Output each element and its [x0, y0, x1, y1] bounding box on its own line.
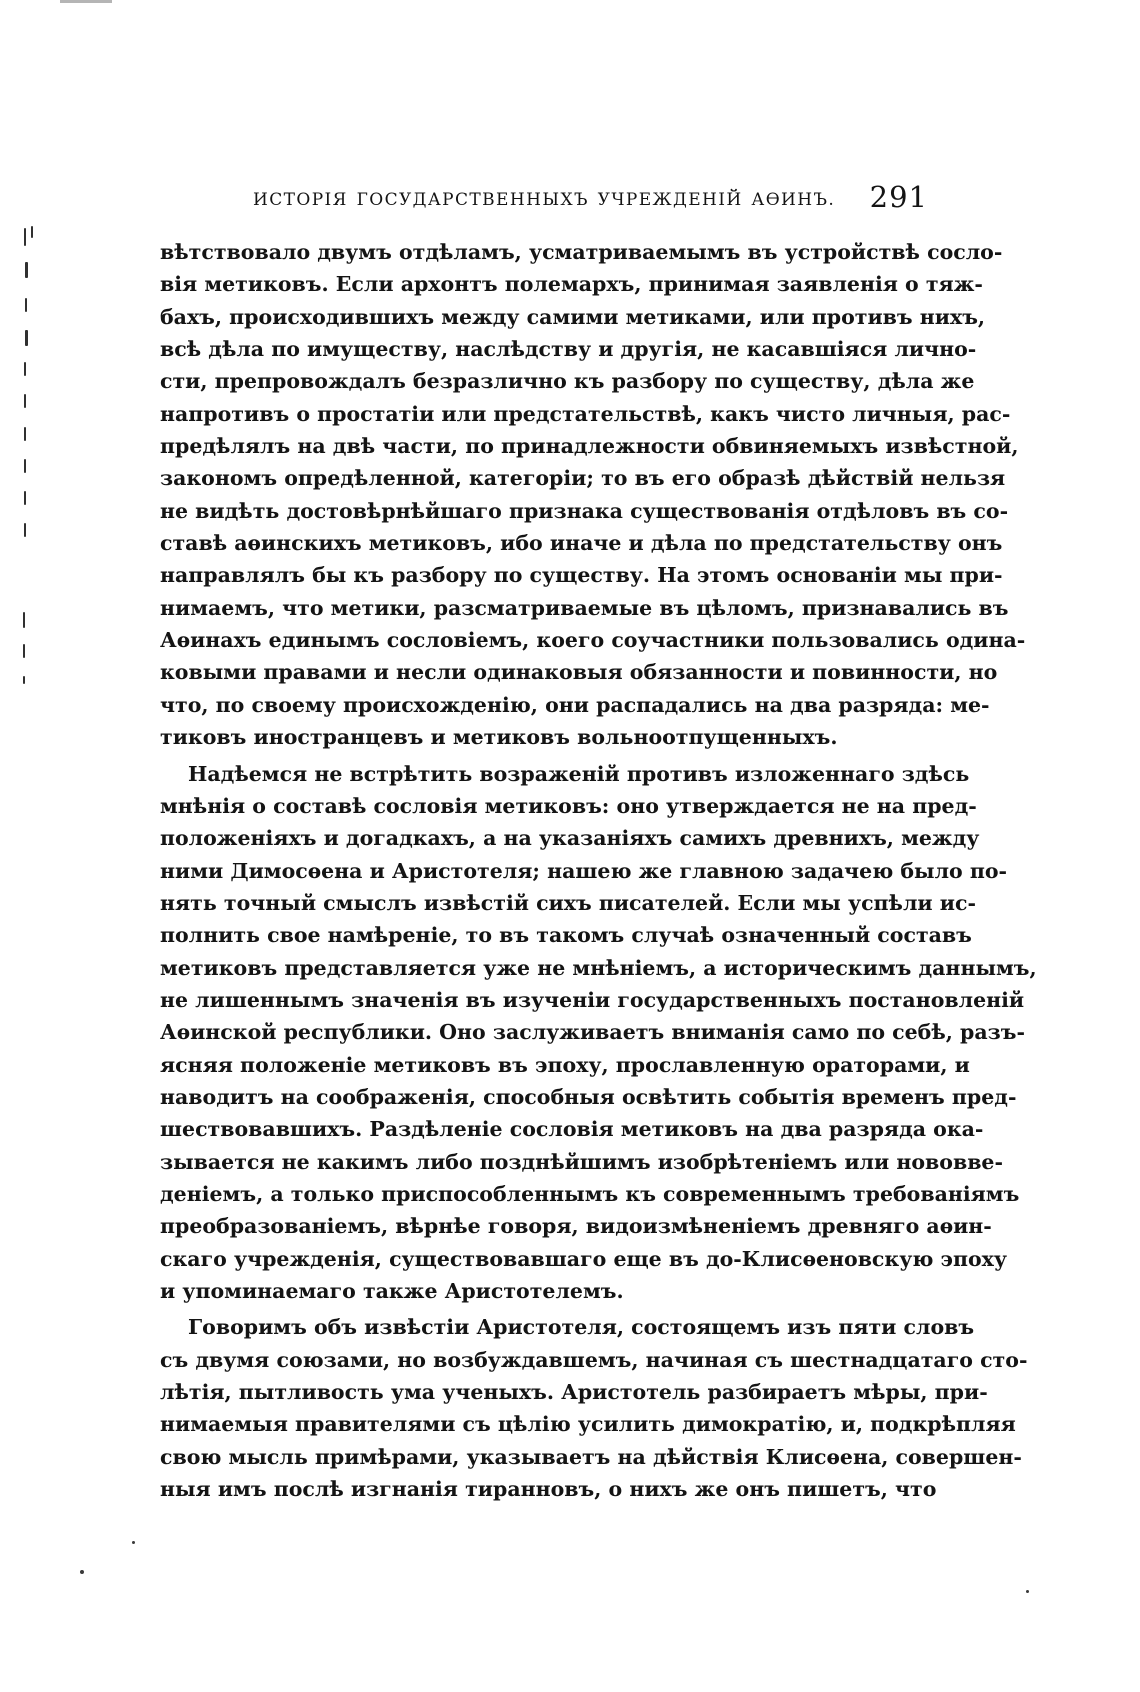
text-line: съ двумя союзами, но возбуждавшемъ, начиная съ шестнадцатаго сто- [160, 1347, 1028, 1372]
text-line: что, по своему происхожденію, они распадались на два разряда: ме- [160, 692, 990, 717]
print-speck [1026, 1590, 1029, 1593]
text-line: нимаемъ, что метики, разсматриваемые въ цѣломъ, признавались въ [160, 595, 1009, 620]
text-line: ними Димосѳена и Аристотеля; нашею же главною задачею было по- [160, 858, 1008, 883]
text-line: лѣтія, пытливость ума ученыхъ. Аристотель разбираетъ мѣры, при- [160, 1380, 988, 1405]
text-line: нять точный смыслъ извѣстій сихъ писателей. Если мы успѣли ис- [160, 890, 976, 915]
text-line: метиковъ представляется уже не мнѣніемъ, а историческимъ даннымъ, [160, 955, 1037, 980]
text-line: свою мысль примѣрами, указываетъ на дѣйствія Клисѳена, совершен- [160, 1444, 1022, 1469]
margin-mark [24, 427, 26, 441]
margin-mark [25, 298, 27, 312]
text-line: деніемъ, а только приспособленнымъ къ современнымъ требованіямъ [160, 1181, 1020, 1206]
paragraph-start-line: Надѣемся не встрѣтить возраженій противъ изложеннаго здѣсь [188, 761, 970, 786]
text-line: не лишеннымъ значенія въ изученіи государственныхъ постановленій [160, 987, 1025, 1012]
margin-mark [25, 262, 28, 278]
text-line: направлялъ бы къ разбору по существу. На этомъ основаніи мы при- [160, 563, 1003, 588]
text-line: наводитъ на соображенія, способныя освѣтить событія временъ пред- [160, 1084, 1017, 1109]
margin-mark [24, 491, 26, 505]
text-line: ясняя положеніе метиковъ въ эпоху, прославленную ораторами, и [160, 1052, 970, 1077]
margin-mark [24, 523, 26, 537]
running-title: ИСТОРІЯ ГОСУДАРСТВЕННЫХЪ УЧРЕЖДЕНІЙ АѲИНЪ. [253, 190, 836, 210]
margin-mark [23, 644, 25, 658]
print-speck [80, 1570, 84, 1574]
text-line: всѣ дѣла по имуществу, наслѣдству и другія, не касавшіяся лично- [160, 337, 977, 362]
text-line: напротивъ о простатіи или предстательствѣ, какъ чисто личныя, рас- [160, 401, 1011, 426]
text-line: ныя имъ послѣ изгнанія тиранновъ, о нихъ же онъ пишетъ, что [160, 1477, 937, 1502]
text-line: шествовавшихъ. Раздѣленіе сословія метиковъ на два разряда ока- [160, 1117, 984, 1142]
margin-mark [24, 362, 26, 376]
margin-mark [24, 459, 26, 473]
margin-mark [24, 394, 26, 408]
text-line: ставѣ аѳинскихъ метиковъ, ибо иначе и дѣла по предстательству онъ [160, 531, 1003, 556]
print-speck [132, 1541, 135, 1544]
text-line: закономъ опредѣленной, категоріи; то въ его образѣ дѣйствій нельзя [160, 466, 1006, 491]
text-line: зывается не какимъ либо позднѣйшимъ изобрѣтеніемъ или нововве- [160, 1149, 1003, 1174]
text-line: и упоминаемаго также Аристотелемъ. [160, 1279, 624, 1303]
text-line: мнѣнія о составѣ сословія метиковъ: оно утверждается не на пред- [160, 793, 977, 818]
margin-mark [23, 612, 25, 628]
text-line: нимаемыя правителями съ цѣлію усилить димократію, и, подкрѣпляя [160, 1412, 1016, 1437]
text-line: бахъ, происходившихъ между самими метиками, или противъ нихъ, [160, 304, 986, 329]
paragraph-start-line: Говоримъ объ извѣстіи Аристотеля, состоящемъ изъ пяти словъ [188, 1315, 975, 1340]
margin-mark [31, 226, 33, 238]
text-line: вія метиковъ. Если архонтъ полемархъ, принимая заявленія о тяж- [160, 272, 983, 297]
running-header [228, 180, 928, 226]
text-line: предѣлялъ на двѣ части, по принадлежности обвиняемыхъ извѣстной, [160, 434, 1019, 459]
left-margin-bleed-marks [0, 0, 40, 1692]
text-line: преобразованіемъ, вѣрнѣе говоря, видоизмѣненіемъ древняго аѳин- [160, 1214, 992, 1239]
body-text [160, 236, 1037, 1505]
text-line: скаго учрежденія, существовавшаго еще въ до-Клисѳеновскую эпоху [160, 1246, 1008, 1271]
text-line: Аѳинахъ единымъ сословіемъ, коего соучастники пользовались одина- [160, 628, 1026, 653]
margin-mark [23, 676, 25, 684]
text-line: не видѣть достовѣрнѣйшаго признака существованія отдѣловъ въ со- [160, 498, 1009, 523]
text-line: ковыми правами и несли одинаковыя обязанности и повинности, но [160, 660, 998, 685]
text-line: полнить свое намѣреніе, то въ такомъ случаѣ означенный составъ [160, 923, 972, 948]
page-number: 291 [869, 180, 928, 214]
text-line: сти, препровождалъ безразлично къ разбору по существу, дѣла же [160, 369, 975, 394]
margin-mark [24, 228, 26, 246]
top-edge-rule [60, 0, 112, 3]
text-line: Аѳинской республики. Оно заслуживаетъ вниманія само по себѣ, разъ- [160, 1020, 1025, 1045]
text-line: тиковъ иностранцевъ и метиковъ вольноотпущенныхъ. [160, 725, 838, 750]
text-line: положеніяхъ и догадкахъ, а на указаніяхъ самихъ древнихъ, между [160, 826, 980, 851]
text-line: вѣтствовало двумъ отдѣламъ, усматриваемымъ въ устройствѣ сосло- [160, 240, 1003, 264]
margin-mark [25, 330, 28, 346]
